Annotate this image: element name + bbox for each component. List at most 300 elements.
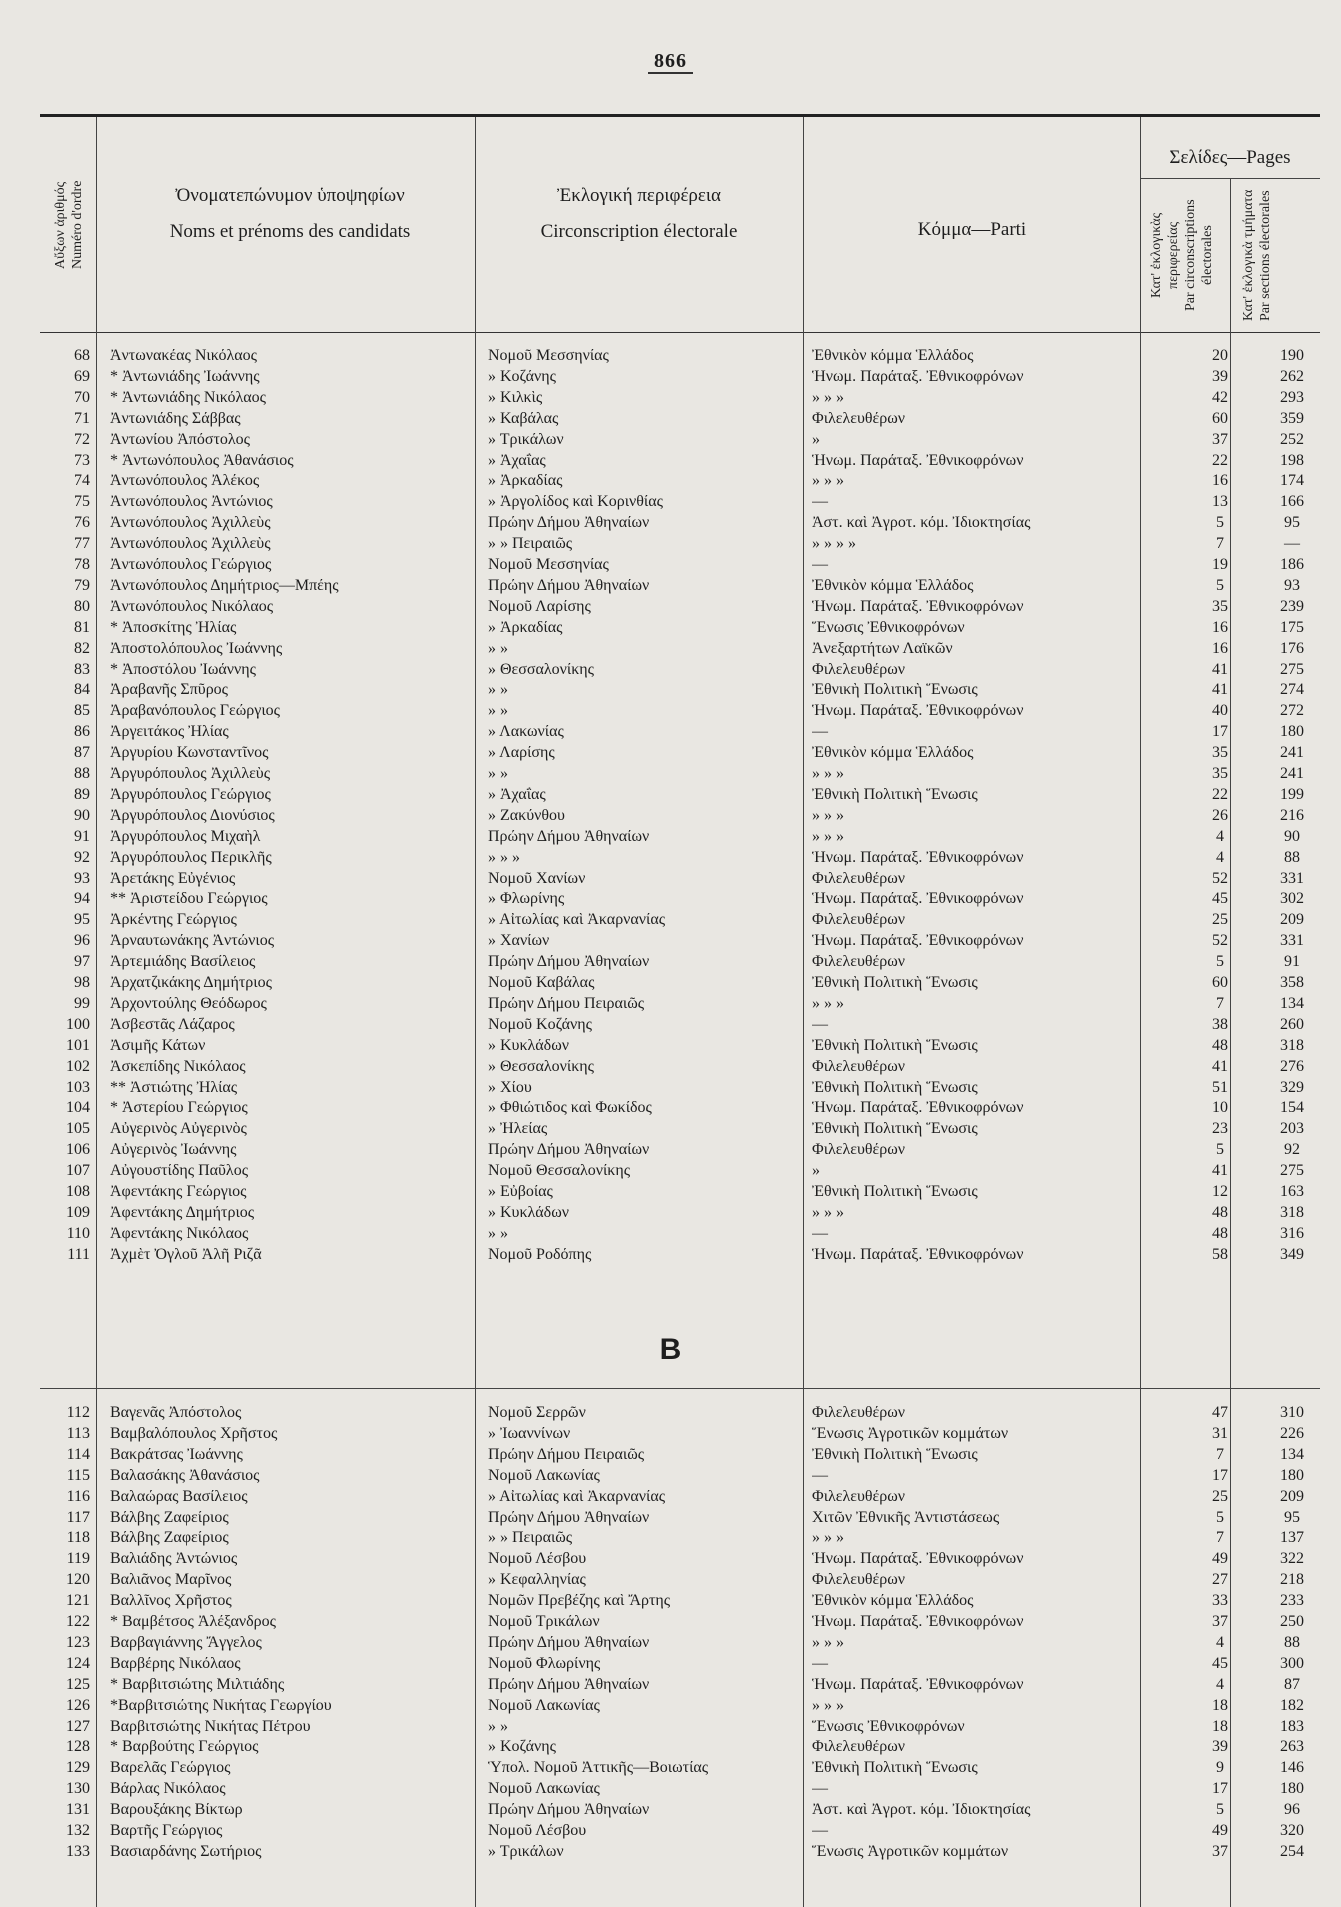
party: Ἕνωσις Ἀγροτικῶν κομμάτων [812,1424,1009,1442]
candidate-name: Ἀσκεπίδης Νικόλαος [110,1057,246,1075]
page-circonscription: 52 [1212,869,1228,887]
constituency: » » [488,681,508,699]
table-row [40,1736,1320,1757]
page-circonscription: 60 [1212,409,1228,427]
constituency: Πρώην Δήμου Ἀθηναίων [488,1633,650,1651]
row-number: 89 [74,785,90,803]
row-number: 72 [74,430,90,448]
page-section: 300 [1280,1654,1304,1672]
constituency: Νομοῦ Λακωνίας [488,1780,600,1798]
page-section: 186 [1280,556,1304,573]
constituency: » Φλωρίνης [488,890,565,908]
row-number: 102 [66,1057,90,1075]
row-number: 133 [66,1842,90,1860]
candidate-name: Βαμβαλόπουλος Χρῆστος [110,1424,278,1442]
row-number: 81 [74,618,90,636]
party: Ἐθνικὴ Πολιτικὴ Ἕνωσις [812,1120,978,1138]
candidate-name: * Βαρβούτης Γεώργιος [110,1738,259,1756]
page-section: 263 [1280,1738,1304,1756]
page-circonscription: 17 [1212,1780,1228,1798]
constituency: Πρώην Δήμου Πειραιῶς [488,1445,645,1463]
constituency: Πρώην Δήμου Πειραιῶς [488,994,645,1012]
party: » » » [812,827,844,845]
constituency: Πρώην Δήμου Ἀθηναίων [488,827,650,845]
candidate-name: Ἀργυρόπουλος Ἀχιλλεὺς [110,765,271,782]
page-section: 272 [1280,702,1304,720]
candidate-name: Βαρβέρης Νικόλαος [110,1654,241,1672]
row-number: 113 [66,1424,90,1442]
page-section: 176 [1280,639,1304,657]
table-row [40,1611,1320,1632]
page-circonscription: 25 [1212,911,1228,929]
constituency: Νομοῦ Χανίων [488,869,586,887]
page-circonscription: 5 [1216,953,1224,971]
candidate-name: Βαλιᾶνος Μαρῖνος [110,1571,232,1589]
candidate-name: Ἀφεντάκης Γεώργιος [110,1183,247,1200]
candidate-name: Βάλβης Ζαφείριος [110,1529,229,1547]
header-pages-circonscriptions: Κατ' ἐκλογικὰς περιφερείας Par circonscriptions électorales [1149,199,1215,312]
page-section: 95 [1284,514,1300,532]
row-number: 108 [66,1183,90,1200]
row-number: 130 [66,1780,90,1798]
row-number: 71 [74,409,90,427]
table-row [40,470,1320,491]
page-circonscription: 37 [1212,1842,1228,1860]
table-row [40,429,1320,450]
table-row [40,805,1320,826]
row-number: 84 [74,681,90,699]
page-section: 293 [1280,388,1304,406]
row-number: 110 [66,1224,90,1242]
candidate-name: Ἀντωνακέας Νικόλαος [110,347,257,364]
party: Ἡνωμ. Παράταξ. Ἐθνικοφρόνων [812,1675,1024,1693]
page-circonscription: 22 [1212,451,1228,469]
party: Ἐθνικὴ Πολιτικὴ Ἕνωσις [812,681,978,699]
page-circonscription: 40 [1212,702,1228,720]
table-row [40,1244,1320,1265]
constituency: » Ἀργολίδος καὶ Κορινθίας [488,493,663,511]
party: Ἐθνικὸν κόμμα Ἑλλάδος [812,744,974,762]
table-row [40,888,1320,909]
table-row [40,1181,1320,1202]
candidate-name: Ἀργυρόπουλος Γεώργιος [110,785,271,803]
page-circonscription: 47 [1212,1404,1228,1421]
row-number: 95 [74,911,90,929]
party: Φιλελευθέρων [812,1141,906,1159]
constituency: Πρώην Δήμου Ἀθηναίων [488,576,650,594]
row-number: 87 [74,744,90,762]
party: — [812,493,828,511]
page-circonscription: 48 [1212,1036,1228,1054]
page-circonscription: 9 [1216,1759,1224,1777]
page-circonscription: 16 [1212,639,1228,657]
table-row [40,596,1320,617]
candidate-name: Ἀντωνόπουλος Ἀντώνιος [110,493,273,511]
page-circonscription: 19 [1212,556,1228,573]
candidate-name: Αὐγερινὸς Ἰωάννης [110,1141,237,1159]
candidate-name: * Ἀντωνόπουλος Ἀθανάσιος [110,451,294,469]
page-circonscription: 16 [1212,618,1228,636]
candidate-name: Βαλλῖνος Χρῆστος [110,1592,232,1610]
page-section: 318 [1280,1036,1304,1054]
page-circonscription: 4 [1216,1675,1224,1693]
row-number: 92 [74,848,90,866]
party: Ἐθνικὸν κόμμα Ἑλλάδος [812,1592,974,1610]
page-section: 310 [1280,1404,1304,1421]
page-section: — [1284,535,1300,553]
table-row [40,1632,1320,1653]
page-circonscription: 48 [1212,1203,1228,1221]
table-row [40,784,1320,805]
constituency: Νομοῦ Μεσσηνίας [488,556,609,573]
table-row [40,1077,1320,1098]
constituency: » Ἠλείας [488,1120,548,1138]
row-number: 109 [66,1203,90,1221]
candidate-name: Βαρβιτσιώτης Νικήτας Πέτρου [110,1717,311,1735]
row-number: 86 [74,723,90,741]
party: Φιλελευθέρων [812,1487,906,1505]
page-section: 96 [1284,1801,1300,1819]
constituency: » Ἀρκαδίας [488,618,563,636]
page-section: 175 [1280,618,1304,636]
table-row [40,1160,1320,1181]
party: » [812,430,820,448]
row-number: 97 [74,953,90,971]
party: » » » [812,806,844,824]
row-number: 98 [74,974,90,991]
candidate-name: Ἀργυρόπουλος Περικλῆς [110,848,272,866]
candidate-name: Ἀρετάκης Εὐγένιος [110,869,236,887]
page-circonscription: 5 [1216,576,1224,594]
candidate-name: Ἀργειτάκος Ἠλίας [110,723,229,741]
table-row [40,1548,1320,1569]
page-section: 276 [1280,1057,1304,1075]
party: Ἀστ. καὶ Ἀγροτ. κόμ. Ἰδιοκτησίας [812,514,1031,532]
table-row [40,1202,1320,1223]
table-row [40,930,1320,951]
page-section: 134 [1280,1445,1304,1463]
page-section: 88 [1284,1633,1300,1651]
page-section: 216 [1280,806,1304,824]
party: Ἡνωμ. Παράταξ. Ἐθνικοφρόνων [812,1245,1024,1263]
candidate-name: Ἀρχατζικάκης Δημήτριος [110,974,272,991]
table-row [40,491,1320,512]
page-section: 209 [1280,911,1304,929]
table-row [40,763,1320,784]
party: Ἡνωμ. Παράταξ. Ἐθνικοφρόνων [812,451,1024,469]
party: » » » [812,1696,844,1714]
party: Ἀνεξαρτήτων Λαϊκῶν [812,639,953,657]
party: Φιλελευθέρων [812,1571,906,1589]
page-circonscription: 7 [1216,535,1224,553]
page-circonscription: 17 [1212,723,1228,741]
candidate-name: Ἀντωνίου Ἀπόστολος [110,430,250,448]
party: — [812,1224,828,1242]
constituency: » » Πειραιῶς [488,535,573,553]
page-circonscription: 45 [1212,890,1228,908]
constituency: Νομῶν Πρεβέζης καὶ Ἄρτης [488,1592,671,1610]
party: » » » [812,1633,844,1651]
candidate-name: Ἀσιμῆς Κάτων [110,1036,206,1054]
party: Φιλελευθέρων [812,660,906,678]
page-circonscription: 5 [1216,1508,1224,1526]
page-section: 241 [1280,765,1304,782]
table-row [40,512,1320,533]
row-number: 85 [74,702,90,720]
page-section: 241 [1280,744,1304,762]
page-circonscription: 20 [1212,347,1228,364]
party: Φιλελευθέρων [812,1057,906,1075]
page-circonscription: 17 [1212,1466,1228,1484]
page-section: 262 [1280,367,1304,385]
row-number: 123 [66,1633,90,1651]
party: Ἕνωσις Ἀγροτικῶν κομμάτων [812,1842,1009,1860]
page-section: 316 [1280,1224,1304,1242]
candidate-name: * Ἀποσκίτης Ἠλίας [110,618,237,636]
page-number: 866 [0,50,1341,73]
constituency: Πρώην Δήμου Ἀθηναίων [488,1508,650,1526]
candidate-name: Ἀφεντάκης Νικόλαος [110,1224,249,1242]
candidate-name: Βάρλας Νικόλαος [110,1780,226,1798]
constituency: » Χίου [488,1078,532,1096]
party: — [812,723,828,741]
constituency: » Κοζάνης [488,1738,556,1756]
page-section: 137 [1280,1529,1304,1547]
row-number: 69 [74,367,90,385]
row-number: 83 [74,660,90,678]
row-number: 107 [66,1162,90,1180]
page-circonscription: 5 [1216,1801,1224,1819]
page-circonscription: 18 [1212,1696,1228,1714]
constituency: » Κιλκὶς [488,388,543,406]
table-row [40,1527,1320,1548]
page-circonscription: 23 [1212,1120,1228,1138]
candidate-name: Ἀρτεμιάδης Βασίλειος [110,953,256,971]
table-row [40,1569,1320,1590]
candidate-name: Αὐγερινὸς Αὐγερινὸς [110,1120,247,1138]
candidate-name: Βαλασάκης Ἀθανάσιος [110,1466,260,1484]
party: — [812,1466,828,1484]
page-section: 349 [1280,1245,1304,1263]
table-row [40,1423,1320,1444]
row-number: 91 [74,827,90,845]
candidate-name: Ἀρχοντούλης Θεόδωρος [110,994,267,1012]
party: — [812,1780,828,1798]
page-circonscription: 35 [1212,597,1228,615]
page-section: 331 [1280,869,1304,887]
table-row [40,1444,1320,1465]
party: » » » [812,472,844,490]
table-row [40,1799,1320,1820]
page-circonscription: 4 [1216,827,1224,845]
candidate-name: Βαρτῆς Γεώργιος [110,1822,223,1839]
page-section: 358 [1280,974,1304,991]
table-row [40,679,1320,700]
constituency: Νομοῦ Λακωνίας [488,1466,600,1484]
candidate-name: Ἀφεντάκης Δημήτριος [110,1203,255,1221]
party: » » » [812,388,844,406]
party: Φιλελευθέρων [812,1738,906,1756]
table-row [40,826,1320,847]
row-number: 120 [66,1571,90,1589]
page-circonscription: 4 [1216,1633,1224,1651]
constituency: » Κυκλάδων [488,1036,569,1054]
page-circonscription: 27 [1212,1571,1228,1589]
candidate-name: * Ἀντωνιάδης Νικόλαος [110,388,266,406]
table-row [40,847,1320,868]
table-row [40,742,1320,763]
header-constituency: Ἐκλογική περιφέρεια Circonscription électorale [540,185,738,242]
row-number: 132 [66,1822,90,1839]
party: Φιλελευθέρων [812,911,906,929]
row-number: 124 [66,1654,90,1672]
page-circonscription: 33 [1212,1592,1228,1610]
page-section: 134 [1280,994,1304,1012]
table-row [40,1056,1320,1077]
candidate-name: Ἀντωνόπουλος Ἀχιλλεὺς [110,514,271,532]
candidate-name: ** Ἀριστείδου Γεώργιος [110,890,268,908]
constituency: » Φθιώτιδος καὶ Φωκίδος [488,1099,652,1117]
page-circonscription: 48 [1212,1224,1228,1242]
party: » » » [812,765,844,782]
constituency: » Τρικάλων [488,430,564,448]
party: » » » » [812,535,856,553]
page-circonscription: 39 [1212,367,1228,385]
candidate-name: * Ἀντωνιάδης Ἰωάννης [110,367,260,385]
party: Ἐθνικὴ Πολιτικὴ Ἕνωσις [812,1759,978,1777]
row-number: 82 [74,639,90,657]
candidate-name: Ἀντωνόπουλος Ἀλέκος [110,472,260,490]
page-section: 180 [1280,723,1304,741]
candidate-name: * Βαμβέτσος Ἀλέξανδρος [110,1613,276,1630]
candidate-name: Βαλαώρας Βασίλειος [110,1487,248,1505]
row-number: 116 [66,1487,90,1505]
row-number: 127 [66,1717,90,1735]
party: Ἀστ. καὶ Ἀγροτ. κόμ. Ἰδιοκτησίας [812,1801,1031,1819]
party: — [812,1015,828,1033]
party: Ἡνωμ. Παράταξ. Ἐθνικοφρόνων [812,890,1024,908]
party: Χιτῶν Ἐθνικῆς Ἀντιστάσεως [812,1508,1000,1526]
page-circonscription: 41 [1212,660,1228,678]
candidate-name: Ἀντωνόπουλος Δημήτριος—Μπέης [110,576,339,594]
page-circonscription: 49 [1212,1822,1228,1839]
constituency: Νομοῦ Λέσβου [488,1550,587,1568]
page-section: 252 [1280,430,1304,448]
candidate-name: Ἀντωνόπουλος Γεώργιος [110,556,272,573]
constituency: » Ἰωαννίνων [488,1424,571,1442]
table-row [40,1778,1320,1799]
page-section: 274 [1280,681,1304,699]
row-number: 90 [74,806,90,824]
constituency: » Ἀχαΐας [488,785,546,803]
constituency: » Κυκλάδων [488,1203,569,1221]
table-row [40,408,1320,429]
table-row [40,700,1320,721]
page-circonscription: 5 [1216,1141,1224,1159]
party: — [812,1654,828,1672]
page-circonscription: 35 [1212,744,1228,762]
row-number: 76 [74,514,90,532]
table-row [40,366,1320,387]
table-row [40,1757,1320,1778]
row-number: 75 [74,493,90,511]
party: Ἡνωμ. Παράταξ. Ἐθνικοφρόνων [812,702,1024,720]
page-section: 254 [1280,1842,1304,1860]
page-circonscription: 25 [1212,1487,1228,1505]
candidate-name: Ἀχμὲτ Ὀγλοῦ Ἀλῆ Ριζᾶ [110,1245,262,1263]
party: Ἐθνικὴ Πολιτικὴ Ἕνωσις [812,1445,978,1463]
constituency: » » [488,765,508,782]
constituency: » » Πειραιῶς [488,1529,573,1547]
row-number: 96 [74,932,90,950]
table-row [40,1014,1320,1035]
table-row [40,1674,1320,1695]
constituency: » Κεφαλληνίας [488,1571,586,1589]
constituency: Νομοῦ Σερρῶν [488,1404,586,1421]
table-row [40,1841,1320,1862]
row-number: 106 [66,1141,90,1159]
page-circonscription: 37 [1212,430,1228,448]
party: Ἡνωμ. Παράταξ. Ἐθνικοφρόνων [812,848,1024,866]
row-number: 119 [66,1550,90,1568]
constituency: » Ζακύνθου [488,806,565,824]
table-row [40,868,1320,889]
page-section: 203 [1280,1120,1304,1138]
page-circonscription: 26 [1212,806,1228,824]
row-number: 93 [74,869,90,887]
page-section: 146 [1280,1759,1304,1777]
row-number: 99 [74,994,90,1012]
page-section: 275 [1280,660,1304,678]
page-circonscription: 16 [1212,472,1228,490]
candidate-name: Αὐγουστίδης Παῦλος [110,1162,249,1180]
row-number: 77 [74,535,90,553]
table-row [40,1465,1320,1486]
candidate-name: Βαρελᾶς Γεώργιος [110,1759,231,1777]
table-row [40,1223,1320,1244]
row-number: 122 [66,1613,90,1630]
header-pages: Σελίδες—Pages [1169,147,1291,168]
constituency: » » [488,639,508,657]
pages-subheader-rule [1140,178,1320,179]
row-number: 101 [66,1036,90,1054]
page-section: 233 [1280,1592,1304,1610]
page-section: 331 [1280,932,1304,950]
row-number: 112 [66,1404,90,1421]
constituency: Νομοῦ Φλωρίνης [488,1654,601,1672]
constituency: » Θεσσαλονίκης [488,660,594,678]
party: Ἐθνικὴ Πολιτικὴ Ἕνωσις [812,1078,978,1096]
candidate-name: Ἀρναυτωνάκης Ἀντώνιος [110,932,275,950]
page-circonscription: 52 [1212,932,1228,950]
constituency: » Χανίων [488,932,550,950]
table-row [40,575,1320,596]
page-section: 199 [1280,785,1304,803]
constituency: Νομοῦ Τρικάλων [488,1613,600,1630]
row-number: 79 [74,576,90,594]
table-row [40,1716,1320,1737]
candidate-name: * Ἀποστόλου Ἰωάννης [110,660,256,678]
page-circonscription: 41 [1212,1162,1228,1180]
candidate-name: Βάλβης Ζαφείριος [110,1508,229,1526]
constituency: Ὑπολ. Νομοῦ Ἀττικῆς—Βοιωτίας [488,1759,709,1777]
candidate-name: Ἀραβανόπουλος Γεώργιος [110,702,280,720]
party: » » » [812,1529,844,1547]
row-number: 111 [67,1245,90,1263]
table-row [40,1097,1320,1118]
page-section: 90 [1284,827,1300,845]
page-section: 174 [1280,472,1304,490]
